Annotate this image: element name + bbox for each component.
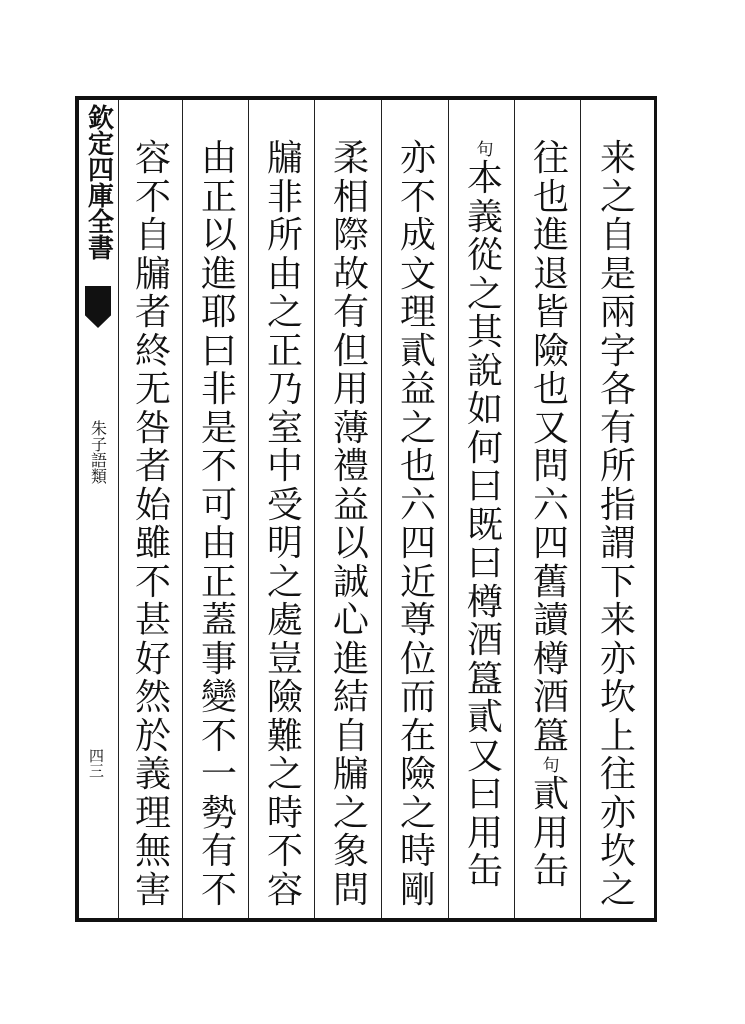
column-text: 貳 用 缶 <box>532 774 569 892</box>
column-text: 往 也 進 退 皆 險 也 又 問 六 四 舊 讀 樽 酒 簋 <box>532 138 569 757</box>
interlinear-note: 句 <box>542 756 560 776</box>
right-border <box>654 96 657 922</box>
interlinear-note: 句 <box>476 140 494 160</box>
chapter-title: 朱子語類 <box>88 420 108 484</box>
book-title: 欽定四庫全書 <box>83 104 114 260</box>
fishtail-ornament <box>85 286 111 328</box>
column-text: 柔 相 際 故 有 但 用 薄 禮 益 以 誠 心 進 結 自 牖 之 象 問 <box>332 138 369 911</box>
bottom-border <box>75 918 655 922</box>
text-column <box>189 140 249 910</box>
column-text: 由 正 以 進 耶 曰 非 是 不 可 由 正 蓋 事 變 不 一 勢 有 不 <box>200 138 237 911</box>
text-column <box>388 140 448 910</box>
column-text: 来 之 自 是 兩 字 各 有 所 指 謂 下 来 亦 坎 上 往 亦 坎 之 <box>599 138 636 911</box>
text-column <box>255 140 315 910</box>
column-text: 容 不 自 牖 者 終 无 咎 者 始 雖 不 甚 好 然 於 義 理 無 害 <box>134 138 171 911</box>
column-text: 亦 不 成 文 理 貳 益 之 也 六 四 近 尊 位 而 在 險 之 時 剛 <box>399 138 436 911</box>
column-text: 本 義 從 之 其 說 如 何 曰 既 曰 樽 酒 簋 貳 又 曰 用 缶 <box>466 158 503 892</box>
column-text: 牖 非 所 由 之 正 乃 室 中 受 明 之 處 豈 險 難 之 時 不 容 <box>266 138 303 911</box>
column-divider <box>381 100 382 918</box>
column-divider <box>448 100 449 918</box>
text-column <box>588 140 648 910</box>
text-column <box>123 140 183 910</box>
text-column <box>321 140 381 910</box>
text-column <box>455 140 515 892</box>
left-border <box>75 96 79 922</box>
column-divider <box>118 100 119 918</box>
margin-column <box>82 104 114 484</box>
text-column <box>521 140 581 892</box>
page-number: 四三 <box>87 748 105 778</box>
top-border <box>75 96 655 100</box>
